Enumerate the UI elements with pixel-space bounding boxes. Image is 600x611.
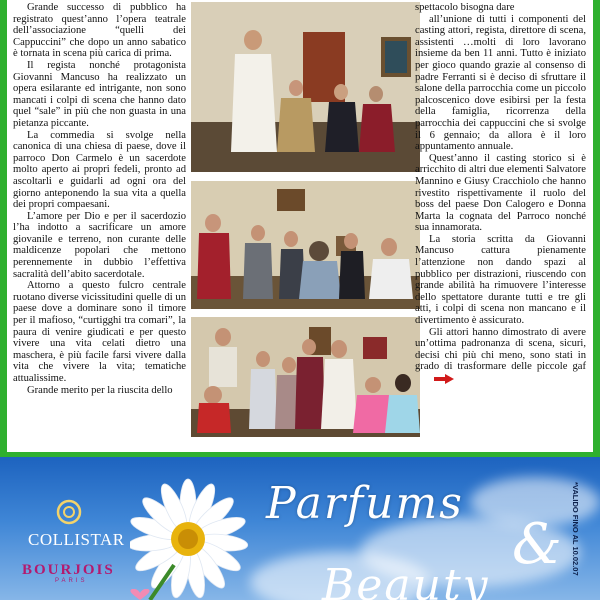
- collistar-brand: COLLISTAR: [28, 530, 125, 549]
- article-paragraph: L’amore per Dio e per il sacerdozio l’ha indotto a sacrificare un amore giovanile e terreno, non curante delle maldicenze popolari che mettono perennemente in dubbio l’effettiva sacralità dell’abito sacerdotale.: [13, 210, 186, 280]
- article-paragraph: Il regista nonché protagonista Giovanni Mancuso ha realizzato un opera esilarante ed intrigante, non sono mancati i colpi di scena che hanno dato quel “sale” in più che non guasta in una pietanza piccante.: [13, 59, 186, 129]
- article-paragraph: Attorno a questo fulcro centrale ruotano diverse vicissitudini quelle di un paese dove a dominare sono il timore per il mafioso, “curtigghi tra comari”, la paura di venire giudicati e per questo vivere una vita celati dietro una maschera, è più facile farsi vivere dalla vita che vivere la vita; tematiche attualissime.: [13, 280, 186, 384]
- validity-text: *VALIDO FINO AL 10.02.07: [571, 482, 580, 576]
- bourjois-paris-label: PARIS: [55, 578, 88, 584]
- article-paragraph: spettacolo bisogna dare: [415, 2, 515, 13]
- article-paragraph: Grande merito per la riuscita dello: [27, 384, 173, 396]
- collistar-c-icon: [56, 499, 82, 525]
- article-paragraph: Quest’anno il casting storico si è arricchito di altri due elementi Salvatore Mannino e Giusy Cracchiolo che hanno rivestito rispettivamente il ruolo del boss del paese Don Calogero e Donna Marta la cognata del Parroco nonché sua innamorata.: [415, 152, 586, 234]
- stage-photo-3: [191, 317, 420, 437]
- article-paragraph: [415, 327, 586, 385]
- green-border-left: [0, 0, 7, 452]
- bourjois-brand: BOURJOIS: [22, 562, 115, 578]
- article-right-column: [415, 2, 586, 385]
- article-left-column: [13, 2, 186, 396]
- ad-title-parfums: Parfums: [266, 478, 464, 529]
- ad-title-beauty: Beauty: [322, 560, 490, 611]
- daisy-flower-image: [130, 477, 270, 600]
- article-paragraph: La storia scritta da Giovanni Mancuso cattura pienamente l’attenzione non dando spazi al pubblico per distrazioni, riuscendo con grande abilità ha rimuovere l’interesse dello spettatore durante tutti e tre gli atti, i colpi di scena non mancano e il divertimento è assicurato.: [415, 233, 586, 327]
- pointing-hand-icon: [419, 373, 441, 385]
- article-paragraph-text: Gli attori hanno dimostrato di avere un’ottima padronanza di scena, sicuri, decisi chi più chi meno, sono stati in grado di trasformare delle piccole gaf: [415, 326, 586, 373]
- article-paragraph: all’unione di tutti i componenti del casting attori, regista, direttore di scena, assistenti …molti di loro lavorano insieme da ben 11 anni. Tutto è iniziato per gioco quando grazie al consenso di padre Ferranti si è deciso di sfruttare il salone della parrocchia come un piccolo palcoscenico dove esibirsi per la festa della famiglia, ricorrenza della parrocchia dei cappuccini che si svolge il 6 gennaio; da allora è il loro appuntamento annuale.: [415, 13, 586, 153]
- article-paragraph: Grande successo di pubblico ha registrato quest’anno l’opera teatrale dell’associazione “quelli dei Cappuccini” che dopo un anno sabatico è tornata in scena più carica di prima.: [13, 2, 186, 60]
- validity-note: [568, 482, 582, 592]
- stage-photo-1: [191, 2, 420, 172]
- pink-heart-icon: [110, 589, 170, 600]
- article-paragraph: La commedia si svolge nella canonica di una chiesa di paese, dove il parroco Don Carmelo è un sacerdote molto aperto ai propri fedeli, pronto ad ascoltarli e guidarli ad ogni ora del giorno anteponendo la sua vita a quella dei propri compaesani.: [13, 129, 186, 211]
- ad-title-ampersand: &: [512, 512, 562, 577]
- green-border-right: [593, 0, 600, 452]
- stage-photo-2: [191, 181, 420, 309]
